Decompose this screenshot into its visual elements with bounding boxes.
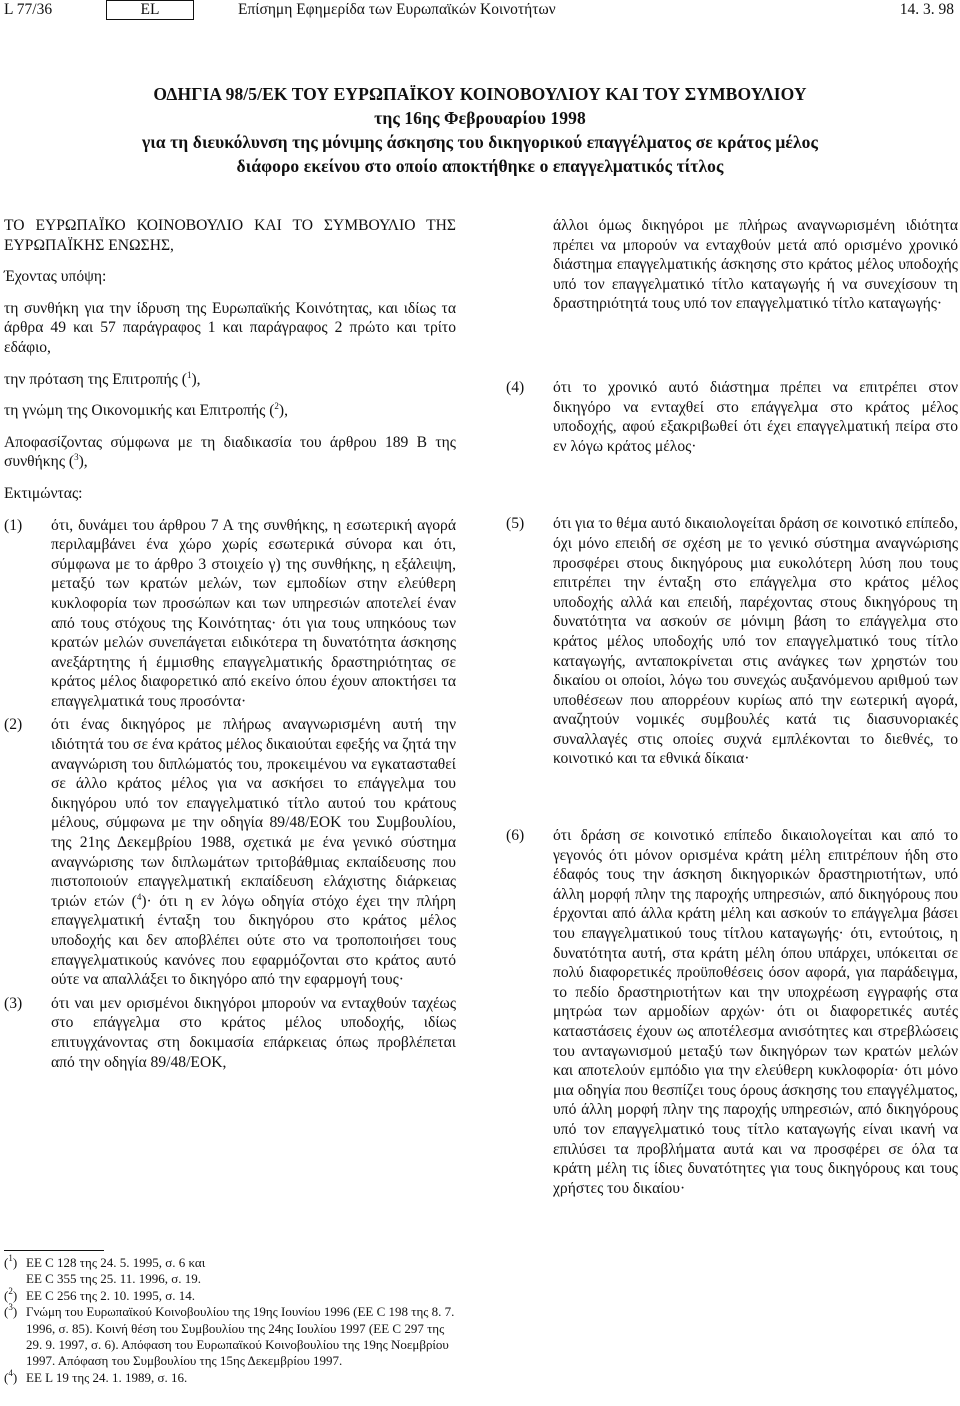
- recital-number: (4): [506, 378, 525, 396]
- recital-item: [506, 514, 958, 769]
- recital-text: ότι δράση σε κοινοτικό επίπεδο δικαιολογείται και από το γεγονός ότι μόνον ορισμένα κράτη μέλη επιτρέπουν ήδη στο έδαφός τους την άσκηση δικηγορικών δραστηριοτήτων, υπό άλλη μορφή πλην της παροχής υπηρεσιών, από δικηγόρους που έρχονται από άλλα κράτη μέλη και ασκούν το επάγγελμα βάσει του επαγγελματικού τους τίτλου καταγωγής· ότι, εντούτοις, η δυνατότητα αυτή, στα κράτη μέλη όπου υπάρχει, υπόκειται σε πολύ διαφορετικές προϋποθέσεις όσον αφορά, για παράδειγμα, το πεδίο δραστηριοτήτων και την υποχρέωση εγγραφής στα μητρώα των αρμοδίων αρχών· ότι οι διαφορετικές αυτές καταστάσεις έχουν ως αποτέλεσμα ανισότητες και στρεβλώσεις του ανταγωνισμού μεταξύ των δικηγόρων των κρατών μελών και αποτελούν εμπόδιο για την ελεύθερη κυκλοφορία· ότι μόνο μια οδηγία που θεσπίζει τους όρους άσκησης του επαγγέλματος, υπό άλλη μορφή πλην της παροχής υπηρεσιών, από δικηγόρους υπό τον επαγγελματικό τους τίτλο καταγωγής είναι ικανή να επιλύσει τα προβλήματα αυτά και να προσφέρει σε όλα τα κράτη μέλη τις ίδιες δυνατότητες για τους δικηγόρους και τους χρήστες του δικαίου·: [553, 827, 958, 1197]
- footnote-line: ΕΕ C 128 της 24. 5. 1995, σ. 6 και: [26, 1255, 206, 1270]
- recital-text: άλλοι όμως δικηγόροι με πλήρως αναγνωρισμένη ιδιότητα πρέπει να μπορούν να ενταχθούν μετά από ορισμένο χρονικό διάστημα επαγγελματικής άσκησης στο κράτος μέλος υποδοχής υπό τον επαγγελματικό τίτλο καταγωγής ή να συνεχίσουν τη δραστηριότητά τους υπό τον επαγγελματικό τίτλο καταγωγής·: [553, 217, 958, 313]
- recital-number: (6): [506, 827, 525, 845]
- footnote-ref: 4: [136, 891, 142, 902]
- citation-opinion: τη γνώμη της Οικονομικής και Επιτροπής ($^2$),: [4, 401, 289, 420]
- left-column: [4, 216, 456, 1076]
- language-box: EL: [106, 0, 194, 20]
- footnote-ref: 3: [74, 452, 79, 463]
- footnote-divider: [4, 1250, 104, 1251]
- recital-item: [4, 516, 456, 712]
- page-number: L 77/36: [4, 1, 53, 18]
- recital-number: (5): [506, 515, 525, 533]
- recital-item: [506, 826, 958, 1198]
- having-regard-heading: Έχοντας υπόψη:: [4, 268, 107, 286]
- footnote-ref: 1: [186, 369, 192, 380]
- footnote-line: ΕΕ C 355 της 25. 11. 1996, σ. 19.: [26, 1271, 201, 1287]
- citation-procedure: Αποφασίζοντας σύμφωνα με τη διαδικασία του άρθρου 189 Β της συνθήκης ($^3$),: [4, 433, 456, 471]
- title-line-3: για τη διευκόλυνση της μόνιμης άσκησης του δικηγορικού επαγγέλματος σε κράτος μέλος: [141, 132, 819, 152]
- recital-text: ότι το χρονικό αυτό διάστημα πρέπει να επιτρέπει στον δικηγόρο να ενταχθεί στο επάγγελμα στο κράτος μέλος υποδοχής, αφού εξακριβωθεί ότι έχει επαγγελματική πείρα στο εν λόγω κράτος μέλος·: [553, 378, 958, 455]
- recital-item: [506, 378, 958, 456]
- footnote: ($^1$) ΕΕ C 128 της 24. 5. 1995, σ. 6 και ΕΕ C 355 της 25. 11. 1996, σ. 19.: [4, 1253, 206, 1287]
- footnotes: [4, 1255, 456, 1386]
- title-line-4: διάφορο εκείνου στο οποίο αποκτήθηκε ο επαγγελματικός τίτλος: [236, 156, 724, 176]
- recital-item: [4, 994, 456, 1072]
- recital-text: ότι για το θέμα αυτό δικαιολογείται δράση σε κοινοτικό επίπεδο, όχι μόνο επειδή σε σχέση με το γενικό σύστημα αναγνώρισης προσφέρει στους δικηγόρους μια ευκολότερη λύση που τους επιτρέπει την ένταξη στο επάγγελμα στο κράτος μέλος υποδοχής αλλά και επειδή, παρέχοντας στους δικηγόρους τη δυνατότητα να ασκούν σε μόνιμη βάση το επάγγελμα στο κράτος μέλος υποδοχής υπό τον επαγγελματικό τους τίτλο καταγωγής, ανταποκρίνεται στις ανάγκες των χρηστών του δικαίου οι οποίοι, λόγω του συνεχώς αυξανόμενου αριθμού των υποθέσεων που απορρέουν κυρίως από την εωτερική αγορά, αναζητούν νομικές συμβουλές κατά τις διασυνοριακές συναλλαγές στις οποίες συχνά εμπλέκονται το διεθνές, το κοινοτικό και τα εθνικά δίκαια·: [553, 515, 958, 768]
- document-title: [0, 82, 960, 178]
- right-column: [506, 216, 958, 1198]
- recital-continuation: [506, 216, 958, 314]
- page-header: [0, 0, 960, 22]
- footnote: ($^3$) Γνώμη του Ευρωπαϊκού Κοινοβουλίου της 19ης Ιουνίου 1996 (ΕΕ C 198 της 8. 7. 1996, σ. 85). Κοινή θέση του Συμβουλίου της 24ης Ιουλίου 1997 (ΕΕ C 297 της 29. 9. 1997, σ. 6). Απόφαση του Ευρωπαϊκού Κοινοβουλίου της 19ης Νοεμβρίου 1997. Απόφαση του Συμβουλίου της 15ης Δεκεμβρίου 1997.: [4, 1302, 455, 1369]
- journal-title: Επίσημη Εφημερίδα των Ευρωπαϊκών Κοινοτήτων: [238, 1, 556, 18]
- issue-date: 14. 3. 98: [899, 1, 954, 18]
- footnote-number: 2: [8, 1285, 13, 1296]
- title-line-1: ΟΔΗΓΙΑ 98/5/ΕΚ ΤΟΥ ΕΥΡΩΠΑΪΚΟΥ ΚΟΙΝΟΒΟΥΛΙΟΥ ΚΑΙ ΤΟΥ ΣΥΜΒΟΥΛΙΟΥ: [153, 84, 807, 104]
- recital-text: ότι, δυνάμει του άρθρου 7 Α της συνθήκης, η εσωτερική αγορά περιλαμβάνει ένα χώρο χωρίς εσωτερικά σύνορα και ότι, σύμφωνα με το άρθρο 3 στοιχείο γ) της συνθήκης, η εξάλειψη, μεταξύ των κρατών μελών, των εμποδίων στην ελεύθερη κυκλοφορία των προσώπων και των υπηρεσιών αποτελεί έναν από τους στόχους της Κοινότητας· ότι για τους υπηκόους των κρατών μελών συνεπάγεται ειδικότερα τη δυνατότητα άσκησης ανεξάρτητης ή έμμισθης επαγγελματικής δραστηριότητας σε κράτος μέλος διαφορετικό από εκείνο όπου έχουν αποκτήσει τα επαγγελματικά τους προσόντα·: [51, 516, 456, 710]
- footnote: ($^2$) ΕΕ C 256 της 2. 10. 1995, σ. 14.: [4, 1288, 456, 1304]
- preamble-intro: ΤΟ ΕΥΡΩΠΑΪΚΟ ΚΟΙΝΟΒΟΥΛΙΟ ΚΑΙ ΤΟ ΣΥΜΒΟΥΛΙΟ ΤΗΣ ΕΥΡΩΠΑΪΚΗΣ ΕΝΩΣΗΣ,: [4, 217, 456, 254]
- recital-number: (1): [4, 516, 23, 534]
- whereas-heading: Εκτιμώντας:: [4, 484, 83, 502]
- footnote-number: 4: [8, 1367, 13, 1378]
- recital-number: (3): [4, 994, 23, 1012]
- footnote-number: 3: [8, 1302, 13, 1313]
- recital-number: (2): [4, 716, 23, 734]
- recital-text: ότι ένας δικηγόρος με πλήρως αναγνωρισμένη αυτή την ιδιότητά του σε ένα κράτος μέλος δικαιούται εφεξής να ζητά την αναγνώριση του διπλώματός του, προκειμένου να εγκατασταθεί σε άλλο κράτος μέλος για να ασκήσει το επάγγελμα του δικηγόρου υπό τον επαγγελματικό τίτλο αυτού του κράτους μέλους, σύμφωνα με την οδηγία 89/48/ΕΟΚ του Συμβουλίου, της 21ης Δεκεμβρίου 1988, σχετικά με ένα γενικό σύστημα αναγνώρισης των διπλωμάτων τριτοβάθμιας εκπαίδευσης που πιστοποιούν επαγγελματική εκπαίδευση ελάχιστης διάρκειας τριών ετών ($^4$)· ότι η εν λόγω οδηγία στόχο έχει την πλήρη επαγγελματική ένταξη του δικηγόρου στο κράτος μέλος υποδοχής και δεν αποβλέπει ούτε στο να τροποποιήσει τους επαγγελματικούς κανόνες που εφαρμόζονται στο κράτος αυτό ούτε να απαλλάξει το δικηγόρο από την εφαρμογή τους·: [51, 716, 457, 989]
- footnote-line: Γνώμη του Ευρωπαϊκού Κοινοβουλίου της 19ης Ιουνίου 1996 (ΕΕ C 198 της 8. 7. 1996, σ. 85). Κοινή θέση του Συμβουλίου της 24ης Ιουλίου 1997 (ΕΕ C 297 της 29. 9. 1997, σ. 6). Απόφαση του Ευρωπαϊκού Κοινοβουλίου της 19ης Νοεμβρίου 1997. Απόφαση του Συμβουλίου της 15ης Δεκεμβρίου 1997.: [26, 1304, 455, 1369]
- footnote-ref: 2: [274, 401, 279, 412]
- footnote-number: 1: [8, 1253, 13, 1263]
- recital-text: ότι ναι μεν ορισμένοι δικηγόροι μπορούν να ενταχθούν ταχέως στο επάγγελμα στο κράτος μέλος υποδοχής, ιδίως επιτυγχάνοντας στη δοκιμασία επάρκειας όπως προβλέπεται από την οδηγία 89/48/ΕΟΚ,: [51, 994, 456, 1071]
- footnote-line: ΕΕ L 19 της 24. 1. 1989, σ. 16.: [26, 1369, 188, 1385]
- footnote: ($^4$) ΕΕ L 19 της 24. 1. 1989, σ. 16.: [4, 1370, 456, 1386]
- citation-treaty: τη συνθήκη για την ίδρυση της Ευρωπαϊκής Κοινότητας, και ιδίως τα άρθρα 49 και 57 παράγραφος 1 και παράγραφος 2 πρώτο και τρίτο εδάφιο,: [4, 299, 456, 356]
- citation-proposal: την πρόταση της Επιτροπής ($^1$),: [4, 369, 201, 388]
- title-line-2: της 16ης Φεβρουαρίου 1998: [374, 108, 586, 128]
- recital-item: [4, 715, 456, 989]
- footnote-line: ΕΕ C 256 της 2. 10. 1995, σ. 14.: [26, 1287, 195, 1303]
